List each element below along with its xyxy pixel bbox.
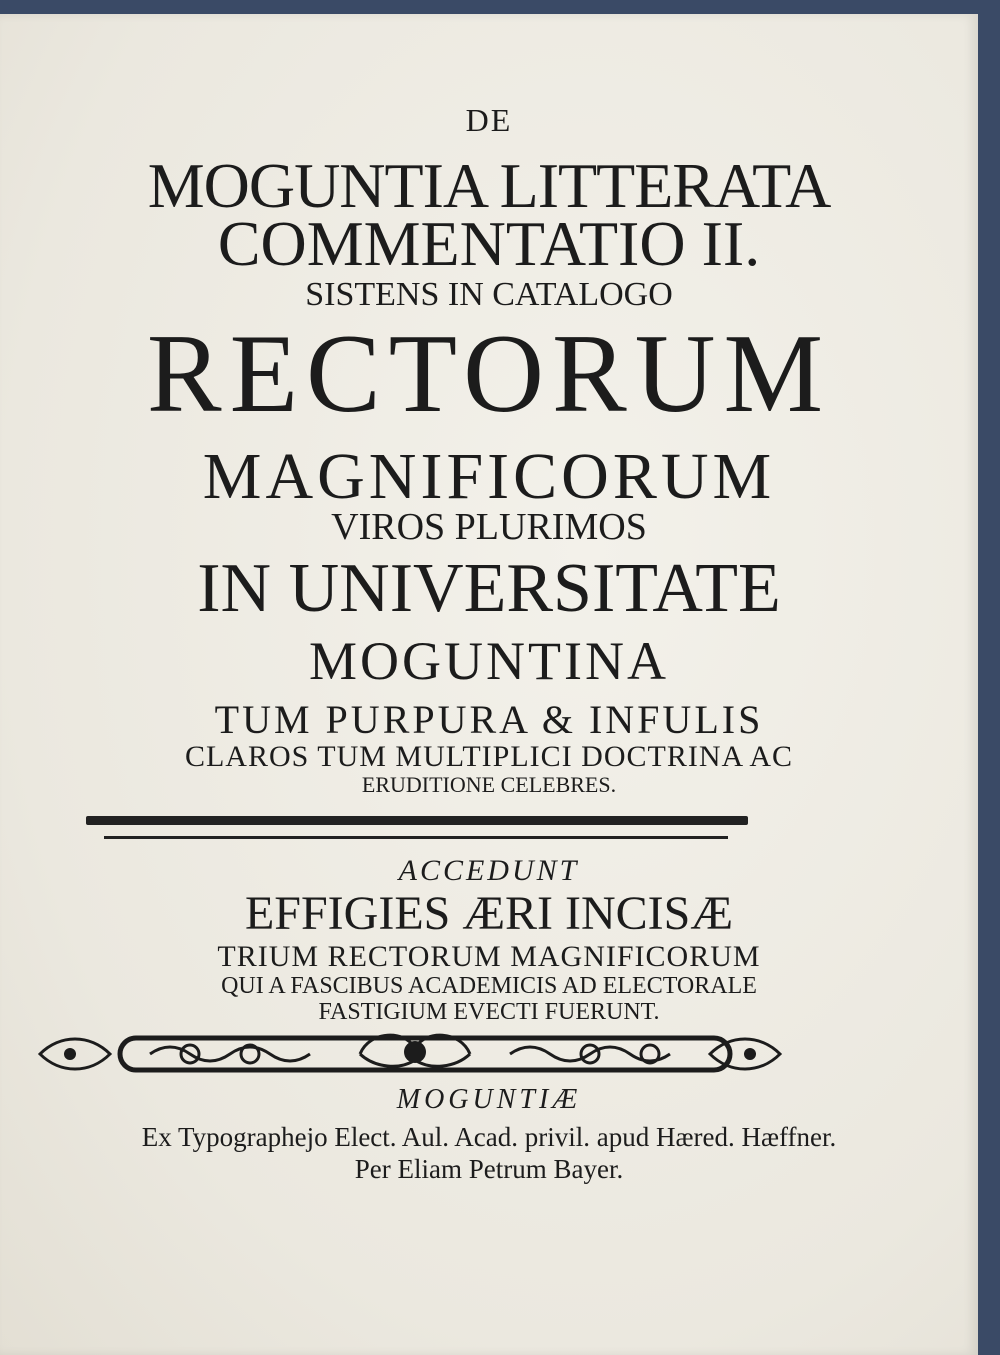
effigies-qui: QUI A FASCIBUS ACADEMICIS AD ELECTORALE [221, 973, 757, 999]
title-line-commentatio: COMMENTATIO II. [217, 208, 761, 279]
title-line-tum-purpura: TUM PURPURA & INFULIS [214, 697, 764, 742]
title-line-viros-plurimos: VIROS PLURIMOS [331, 506, 647, 548]
imprint-place: MOGUNTIÆ [396, 1084, 582, 1115]
title-line-in-universitate: IN UNIVERSITATE [197, 550, 781, 627]
title-line-sistens: SISTENS IN CATALOGO [305, 276, 673, 313]
imprint-printer: Ex Typographejo Elect. Aul. Acad. privil. apud Hæred. Hæffner. [141, 1122, 837, 1152]
double-rule-thick [86, 816, 748, 825]
title-line-moguntina: MOGUNTINA [309, 631, 669, 691]
title-line-eruditione: ERUDITIONE CELEBRES. [361, 772, 617, 797]
accedunt: ACCEDUNT [398, 854, 580, 887]
title-de: DE [465, 102, 513, 138]
title-line-moguntia-litterata: MOGUNTIA LITTERATA [147, 150, 831, 221]
effigies-trium: TRIUM RECTORUM MAGNIFICORUM [217, 940, 761, 973]
imprint-person: Per Eliam Petrum Bayer. [354, 1154, 624, 1184]
title-page [0, 14, 978, 1355]
ornament-band-icon [30, 1024, 790, 1084]
title-line-rectorum: RECTORUM [146, 312, 832, 436]
title-line-magnificorum: MAGNIFICORUM [202, 440, 776, 513]
double-rule-thin [104, 836, 728, 839]
title-line-claros: CLAROS TUM MULTIPLICI DOCTRINA AC [184, 740, 794, 773]
effigies-line: EFFIGIES ÆRI INCISÆ [244, 887, 734, 940]
effigies-fastigium: FASTIGIUM EVECTI FUERUNT. [318, 999, 660, 1025]
